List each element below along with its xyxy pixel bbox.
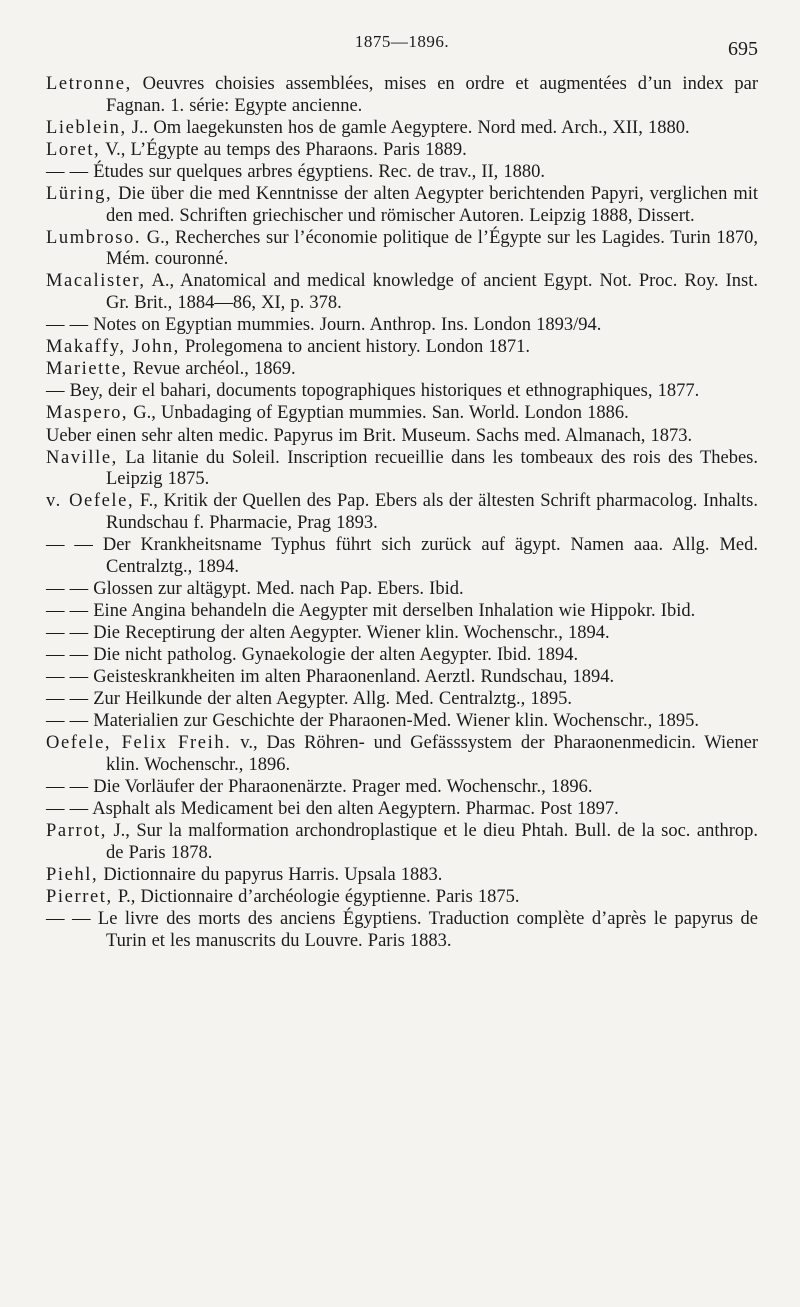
bibliography-entry bbox=[46, 315, 758, 337]
entry-text: Dictionnaire du papyrus Harris. Upsala 1883. bbox=[98, 864, 443, 885]
entry-author: Lumbroso. bbox=[46, 227, 142, 248]
entry-text: — — Geisteskrankheiten im alten Pharaonenland. Aerztl. Rundschau, 1894. bbox=[46, 667, 615, 688]
entry-author: v. Oefele, bbox=[46, 491, 135, 512]
entry-author: Piehl, bbox=[46, 864, 99, 885]
entry-author: Makaffy, John, bbox=[46, 337, 180, 358]
entry-author: Macalister, bbox=[46, 271, 146, 292]
bibliography-entry bbox=[46, 426, 758, 448]
entry-text: F., Kritik der Quellen des Pap. Ebers als der ältesten Schrift pharmacolog. Inhalts. Rundschau f. Pharmacie, Prag 1893. bbox=[106, 491, 759, 533]
entry-text: — — Le livre des morts des anciens Égyptiens. Traduction complète d’après le papyrus de Turin et les manuscrits du Louvre. Paris 1883. bbox=[46, 909, 758, 951]
bibliography-entry bbox=[46, 667, 758, 689]
entry-author: Lieblein, bbox=[46, 117, 127, 138]
bibliography-entry bbox=[46, 184, 758, 227]
entry-author: Loret, bbox=[46, 139, 101, 160]
entry-text: Ueber einen sehr alten medic. Papyrus im Brit. Museum. Sachs med. Almanach, 1873. bbox=[46, 425, 693, 446]
bibliography-entry bbox=[46, 799, 758, 821]
entry-text: — — Die Receptirung der alten Aegypter. Wiener klin. Wochenschr., 1894. bbox=[46, 622, 610, 643]
entry-text: — — Études sur quelques arbres égyptiens. Rec. de trav., II, 1880. bbox=[46, 161, 546, 182]
entry-text: G., Unbadaging of Egyptian mummies. San. World. London 1886. bbox=[128, 403, 629, 424]
entry-author: Parrot, bbox=[46, 821, 108, 842]
entry-text: A., Anatomical and medical knowledge of ancient Egypt. Not. Proc. Roy. Inst. Gr. Brit., 1884—86, XI, p. 378. bbox=[106, 271, 758, 313]
entry-text: — — Zur Heilkunde der alten Aegypter. Allg. Med. Centralztg., 1895. bbox=[46, 689, 572, 710]
bibliography-entry bbox=[46, 865, 758, 887]
bibliography-entry bbox=[46, 821, 758, 864]
bibliography-entry bbox=[46, 162, 758, 184]
bibliography-entry bbox=[46, 689, 758, 711]
page-header bbox=[46, 30, 758, 74]
entry-text: — — Asphalt als Medicament bei den alten Aegyptern. Pharmac. Post 1897. bbox=[46, 799, 619, 820]
entry-text: — — Der Krankheitsname Typhus führt sich zurück auf ägypt. Namen aaa. Allg. Med. Centralztg., 1894. bbox=[46, 534, 758, 577]
entry-text: — — Glossen zur altägypt. Med. nach Pap. Ebers. Ibid. bbox=[46, 578, 464, 599]
entry-author: Oefele, Felix Freih. bbox=[46, 733, 232, 754]
bibliography-entry bbox=[46, 711, 758, 733]
entry-text: Prolegomena to ancient history. London 1871. bbox=[179, 337, 531, 358]
bibliography-entry bbox=[46, 645, 758, 667]
entry-text: — — Die nicht patholog. Gynaekologie der alten Aegypter. Ibid. 1894. bbox=[46, 644, 579, 665]
entry-text: Revue archéol., 1869. bbox=[127, 359, 296, 380]
bibliography-entry bbox=[46, 579, 758, 601]
bibliography-entry bbox=[46, 777, 758, 799]
entry-text: — Bey, deir el bahari, documents topographiques historiques et ethnographiques, 1877. bbox=[46, 381, 700, 402]
bibliography-entry bbox=[46, 271, 758, 314]
entry-text: — — Die Vorläufer der Pharaonenärzte. Prager med. Wochenschr., 1896. bbox=[46, 777, 593, 797]
entry-text: J., Sur la malformation archondroplastique et le dieu Phtah. Bull. de la soc. anthrop. de Paris 1878. bbox=[106, 821, 758, 863]
page-number: 695 bbox=[728, 38, 758, 60]
bibliography-entry bbox=[46, 359, 758, 381]
bibliography-entry bbox=[46, 448, 758, 491]
bibliography-list bbox=[46, 74, 758, 952]
bibliography-entry bbox=[46, 601, 758, 623]
entry-author: Lüring, bbox=[46, 183, 113, 204]
bibliography-entry bbox=[46, 909, 758, 952]
entry-author: Pierret, bbox=[46, 886, 113, 907]
bibliography-entry bbox=[46, 623, 758, 645]
entry-text: La litanie du Soleil. Inscription recueillie dans les tombeaux des rois des Thebes. Leipzig 1875. bbox=[106, 447, 758, 490]
entry-text: J.. Om laegekunsten hos de gamle Aegyptere. Nord med. Arch., XII, 1880. bbox=[126, 117, 690, 138]
entry-text: v., Das Röhren- und Gefässsystem der Pharaonenmedicin. Wiener klin. Wochenschr., 1896. bbox=[106, 733, 758, 775]
entry-text: V., L’Égypte au temps des Pharaons. Paris 1889. bbox=[100, 139, 467, 160]
bibliography-entry bbox=[46, 74, 758, 117]
bibliography-entry bbox=[46, 337, 758, 359]
entry-text: — — Notes on Egyptian mummies. Journ. Anthrop. Ins. London 1893/94. bbox=[46, 315, 602, 336]
bibliography-entry bbox=[46, 140, 758, 162]
entry-author: Letronne, bbox=[46, 74, 132, 94]
bibliography-entry bbox=[46, 403, 758, 425]
entry-text: Oeuvres choisies assemblées, mises en ordre et augmentées d’un index par Fagnan. 1. série: Egypte ancienne. bbox=[106, 74, 758, 116]
bibliography-entry bbox=[46, 887, 758, 909]
bibliography-entry bbox=[46, 733, 758, 776]
entry-author: Mariette, bbox=[46, 359, 128, 380]
entry-text: P., Dictionnaire d’archéologie égyptienne. Paris 1875. bbox=[112, 886, 520, 907]
running-head: 1875—1896. bbox=[354, 32, 450, 51]
bibliography-entry bbox=[46, 228, 758, 271]
bibliography-entry bbox=[46, 118, 758, 140]
bibliography-entry bbox=[46, 491, 758, 534]
bibliography-entry bbox=[46, 381, 758, 403]
entry-text: — — Eine Angina behandeln die Aegypter mit derselben Inhalation wie Hippokr. Ibid. bbox=[46, 600, 696, 621]
entry-text: G., Recherches sur l’économie politique de l’Égypte sur les Lagides. Turin 1870, Mém. couronné. bbox=[106, 227, 758, 270]
entry-text: — — Materialien zur Geschichte der Pharaonen-Med. Wiener klin. Wochenschr., 1895. bbox=[46, 711, 699, 732]
entry-author: Maspero, bbox=[46, 403, 129, 424]
entry-author: Naville, bbox=[46, 447, 118, 468]
entry-text: Die über die med Kenntnisse der alten Aegypter berichtenden Papyri, verglichen mit den med. Schriften griechischer und römischer Autoren. Leipzig 1888, Dissert. bbox=[106, 183, 758, 226]
bibliography-entry bbox=[46, 535, 758, 578]
